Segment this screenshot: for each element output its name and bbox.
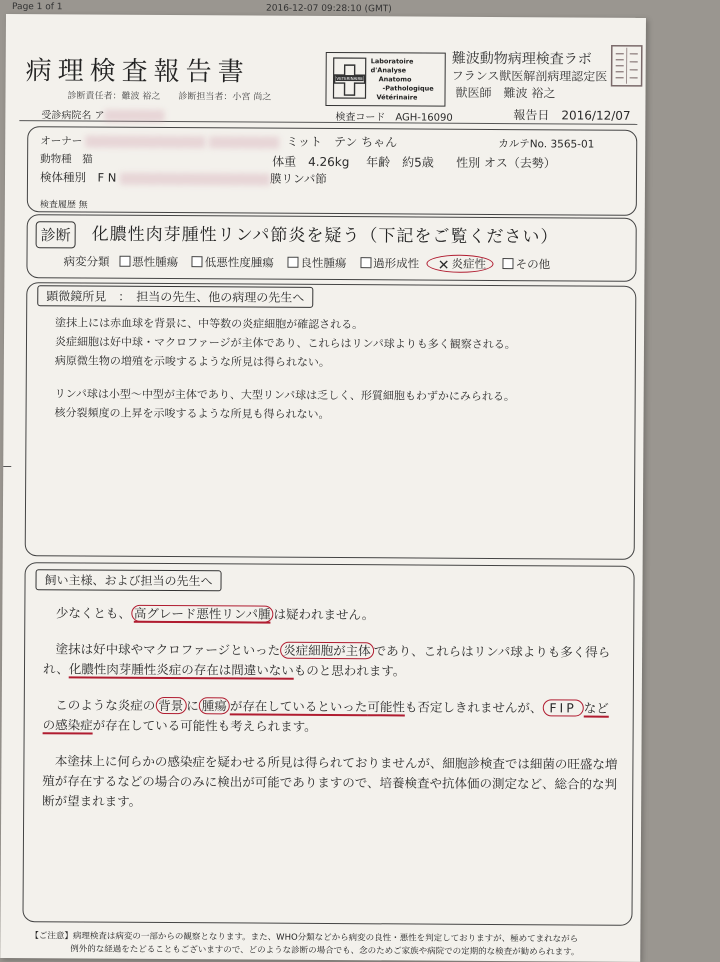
owner-section <box>22 562 634 926</box>
sex-field: 性別 オス（去勢） <box>456 154 556 172</box>
checkbox-low-grade[interactable] <box>192 256 203 267</box>
diagnosis-box <box>26 214 636 282</box>
classification-label: 病変分類 <box>63 254 109 268</box>
diagnosis-label: 診断 <box>36 221 76 248</box>
lab-name: 難波動物病理検査ラボ <box>452 51 608 69</box>
owner-paragraph-1: 少なくとも、 高グレード悪性リンパ腫 は疑われません。 <box>43 603 621 627</box>
lab-subtitle: フランス獣医解剖病理認定医 <box>452 68 608 86</box>
checkbox-hyperplastic[interactable] <box>360 257 371 268</box>
report-header-row <box>19 102 637 125</box>
microscopy-section <box>25 282 637 560</box>
staff-line: 診断責任者：難波 裕之 診断担当者：小宮 尚之 <box>67 88 271 102</box>
owner-message <box>42 603 621 831</box>
patient-info <box>27 126 638 216</box>
pet-name: ミット テン ちゃん <box>286 133 397 151</box>
hospital-label: 受診病院名 ア <box>41 106 164 122</box>
checkbox-benign[interactable] <box>287 257 298 268</box>
report-date: 報告日 2016/12/07 <box>513 106 630 124</box>
karte-number: カルテNo. 3565-01 <box>498 136 594 152</box>
lesion-classification: 病変分類 悪性腫瘍 低悪性度腫瘍 良性腫瘍 過形成性 ✕ 炎症性 その他 <box>63 253 554 274</box>
lab-logo <box>325 52 445 107</box>
owner-section-label: 飼い主様、および担当の先生へ <box>35 569 221 591</box>
microscopy-findings: 塗抹上には赤血球を背景に、中等数の炎症細胞が確認される。 炎症細胞は好中球・マクロファージが主体であり、これらはリンパ球よりも多く観察される。 病原微生物の増殖を示唆するような所見は得られない。 リンパ球は小型〜中型が主体であり、大型リンパ球は乏しく、形質細胞もわずかにみられる。 核分裂頻度の上昇を示唆するような所見も得られない。 <box>54 313 516 439</box>
logo-text: Laboratoire d'Analyse Anatomo -Pathologique Vétérinaire <box>370 57 444 102</box>
checkbox-inflammatory[interactable]: ✕ <box>438 258 450 274</box>
exam-code: 検査コード AGH-16090 <box>335 108 452 124</box>
veterinary-cross-icon <box>332 57 366 99</box>
history-field: 検査履歴 無 <box>40 197 88 210</box>
age-field: 年齢 約5歳 <box>366 153 434 170</box>
owner-paragraph-4: 本塗抹上に何らかの感染症を疑わせる所見は得られておりませんが、細胞診検査では細菌の旺盛な増殖が存在するなどの場合のみに検出が可能でありますので、培養検査や抗体価の測定など、総合的な判断が望まれます。 <box>42 751 620 815</box>
margin-tick <box>3 466 11 467</box>
checkbox-malignant[interactable] <box>119 256 130 267</box>
logo-badge-text: VETERINAIRE <box>336 76 363 81</box>
owner-paragraph-3: このような炎症の 背景 に 腫瘍 が存在しているといった可能性も否定しきれませんが、 FIP などの感染症が存在している可能性も考えられます。 <box>43 695 621 739</box>
print-header <box>6 2 646 20</box>
print-timestamp: 2016-12-07 09:28:10 (GMT) <box>266 4 392 15</box>
weight-field: 体重 4.26kg <box>272 153 349 170</box>
owner-paragraph-2: 塗抹は好中球やマクロファージといった 炎症細胞が主体 であり、これらはリンパ球よりも多く得られ、化膿性肉芽腫性炎症の存在は間違いないものと思われます。 <box>43 639 621 683</box>
disclaimer: 【ご注意】病理検査は病変の一部からの観察となります。また、WHO分類などから病変の良性・悪性を判定しておりますが、極めてまれながら 例外的な経過をたどることもございますので、どのような診断の場合でも、念のためご家族や病院での定期的な検査が勧められます。 <box>30 930 630 960</box>
page-number: Page 1 of 1 <box>12 2 63 12</box>
report-sheet <box>0 14 646 962</box>
lab-info <box>451 51 607 103</box>
page-title: 病理検査報告書 <box>26 50 250 88</box>
species-field: 動物種 猫 <box>40 151 93 166</box>
specimen-field: 検体種別 F N 膜リンパ節 <box>40 169 327 187</box>
seal-stamp-icon <box>610 44 644 88</box>
checkbox-other[interactable] <box>503 258 514 269</box>
inflammatory-circled: ✕ 炎症性 <box>427 255 493 273</box>
owner-field: オーナー <box>40 133 279 149</box>
lab-vet: 獣医師 難波 裕之 <box>451 85 607 103</box>
diagnosis-text: 化膿性肉芽腫性リンパ節炎を疑う（下記をご覧ください） <box>92 220 559 248</box>
microscopy-label: 顕微鏡所見 ： 担当の先生、他の病理の先生へ <box>37 285 313 308</box>
